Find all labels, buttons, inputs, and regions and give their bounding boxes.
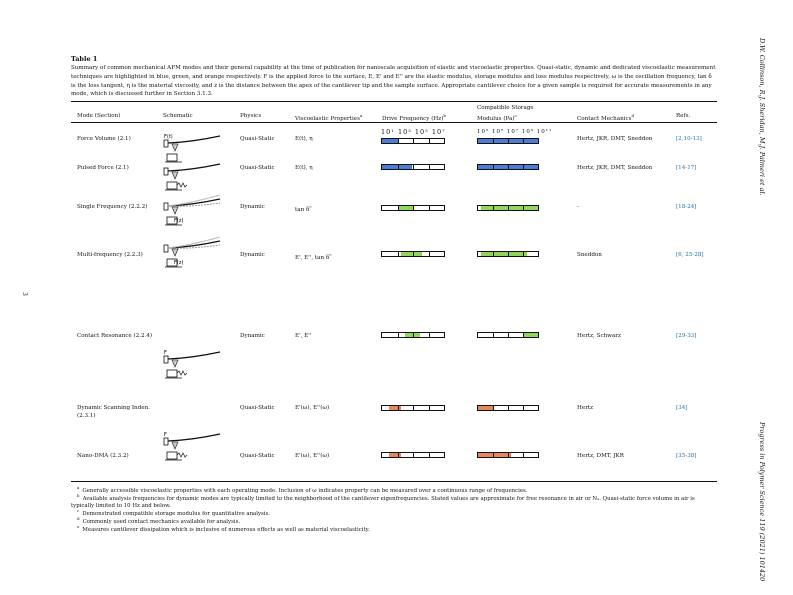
- cantilever-schematic: [162, 160, 224, 194]
- bar-tick: [429, 406, 430, 410]
- bar-tick: [493, 139, 494, 143]
- row-refs[interactable]: [2,10-13]: [676, 136, 702, 142]
- row-mode: Pulsed Force (2.1): [77, 165, 129, 171]
- drive-range-bar: [381, 251, 445, 257]
- footnote-text: Demonstrated compatible storage modulus for quantitative analysis.: [82, 510, 271, 517]
- storage-range-fill: [478, 406, 493, 410]
- storage-range-bar: [477, 138, 539, 144]
- bar-tick: [493, 406, 494, 410]
- storage-range-bar: [477, 164, 539, 170]
- storage-modulus-scale: 10⁵ 10⁵ 10⁷ 10⁹ 10¹¹: [477, 129, 553, 135]
- bar-tick: [413, 333, 414, 337]
- drive-range-bar: [381, 452, 445, 458]
- row-viscoelastic-properties: [295, 452, 329, 460]
- row-contact-mechanics: -: [577, 204, 579, 210]
- bar-tick: [508, 252, 509, 256]
- footnote-text: Available analysis frequencies for dynamic modes are typically limited to the neighborhood of the cantilever eigenfrequencies. Stated values are approximate for free resonance in air or N₂. Quasi-static force volume in air is typically limited to 10 Hz and below.: [71, 495, 695, 509]
- props-text: tan δ: [295, 206, 310, 213]
- header-drive: Drive Frequency $(Hz)^b$: [382, 113, 446, 122]
- bar-tick: [523, 139, 524, 143]
- bar-tick: [508, 206, 509, 210]
- row-physics: Quasi-Static: [240, 136, 275, 142]
- row-refs[interactable]: [18-24]: [676, 204, 697, 210]
- bar-tick: [508, 333, 509, 337]
- row-contact-mechanics: Hertz: [577, 405, 594, 411]
- row-viscoelastic-properties: [295, 251, 332, 262]
- row-viscoelastic-properties: [295, 332, 311, 340]
- bar-tick: [429, 453, 430, 457]
- bar-tick: [493, 206, 494, 210]
- drive-range-fill: [401, 252, 423, 256]
- row-viscoelastic-properties: [295, 135, 313, 143]
- drive-range-bar: [381, 138, 445, 144]
- row-refs[interactable]: [14-17]: [676, 165, 697, 171]
- header-rule: [71, 122, 717, 123]
- row-contact-mechanics: Hertz, JKR, DMT, Sneddon: [577, 136, 653, 142]
- props-text: E', E'': [295, 333, 312, 339]
- cantilever-schematic: [162, 195, 224, 229]
- row-physics: Dynamic: [240, 252, 265, 258]
- bar-tick: [523, 333, 524, 337]
- schematic-force-label: F: [164, 350, 167, 356]
- row-refs[interactable]: [29-33]: [676, 333, 697, 339]
- row-viscoelastic-properties: [295, 404, 329, 412]
- storage-range-fill: [481, 206, 538, 210]
- row-refs[interactable]: [34]: [676, 405, 688, 411]
- props-text: E'(ω), E''(ω): [295, 453, 330, 459]
- running-head-journal: Progress in Polymer Science 119 (2021) 101420: [758, 422, 766, 582]
- props-text: E(t), η: [295, 165, 313, 171]
- footnote-text: Generally accessible viscoelastic properties with each operating mode. Inclusion of ω indicates property can be measured over a continuous range of frequencies.: [82, 487, 528, 494]
- running-head-authors: D.W. Collinson, R.J. Sheridan, M.J. Palmeri et al.: [758, 38, 766, 196]
- props-footnote-mark: e: [329, 252, 332, 257]
- bar-tick: [398, 206, 399, 210]
- props-text: E(t), η: [295, 136, 313, 142]
- drive-range-bar: [381, 405, 445, 411]
- footnote-mark: b: [77, 493, 80, 498]
- bar-tick: [398, 139, 399, 143]
- bar-tick: [523, 206, 524, 210]
- bar-tick: [523, 406, 524, 410]
- footnote-mark: e: [77, 524, 80, 529]
- bar-tick: [508, 165, 509, 169]
- table-top-rule: [71, 101, 717, 102]
- schematic-force-label: F(z): [174, 260, 184, 266]
- bar-tick: [493, 165, 494, 169]
- row-viscoelastic-properties: [295, 164, 313, 172]
- footnote-mark: c: [77, 508, 80, 513]
- row-physics: Dynamic: [240, 333, 265, 339]
- bar-tick: [398, 406, 399, 410]
- props-text: E', E'', tan δ: [295, 254, 330, 261]
- bar-tick: [398, 165, 399, 169]
- bar-tick: [413, 406, 414, 410]
- table-label: Table 1: [71, 55, 98, 63]
- row-mode: Contact Resonance (2.2.4): [77, 333, 153, 339]
- storage-range-fill: [523, 333, 538, 337]
- page-number: 3: [21, 292, 28, 296]
- row-physics: Quasi-Static: [240, 405, 275, 411]
- storage-range-bar: [477, 251, 539, 257]
- bar-tick: [508, 139, 509, 143]
- bar-tick: [508, 406, 509, 410]
- row-refs[interactable]: [6, 25-28]: [676, 252, 704, 258]
- table-caption: Summary of common mechanical AFM modes and their general capability at the time of publication for nanoscale acquisition of elastic and viscoelastic properties. Quasi-static, dynamic and dedicated viscoelastic measurement techniques are highlighted in blue, green, and orange respectively. F is the applied force to the surface, E, E' and E'' are the elastic modulus, storage modulus and loss modulus respectively, ω is the oscillation frequency, tan δ is the loss tangent, η is the material viscosity, and z is the distance between the apex of the cantilever tip and the sample surface. Appropriate cantilever choice for a given sample is required for accurate measurements in any mode, which is discussed further in Section 3.1.3.: [71, 65, 716, 98]
- bar-tick: [493, 252, 494, 256]
- footnote: [71, 523, 717, 534]
- schematic-force-label: F: [164, 432, 167, 438]
- row-contact-mechanics: Hertz, DMT, JKR: [577, 453, 624, 459]
- header-storage: Compatible Storage Modulus $(Pa)^c$: [477, 105, 534, 122]
- row-mode: Dynamic Scanning Inden. (2.3.1): [77, 405, 150, 419]
- props-footnote-mark: e: [309, 204, 312, 209]
- storage-range-bar: [477, 332, 539, 338]
- storage-range-bar: [477, 405, 539, 411]
- bar-tick: [508, 453, 509, 457]
- storage-range-fill: [478, 453, 511, 457]
- bar-tick: [523, 165, 524, 169]
- props-text: E'(ω), E''(ω): [295, 405, 330, 411]
- row-mode: Single Frequency (2.2.2): [77, 204, 148, 210]
- row-contact-mechanics: Sneddon: [577, 252, 602, 258]
- row-mode: Nano-DMA (2.3.2): [77, 453, 129, 459]
- footnote-mark: a: [77, 485, 80, 490]
- row-refs[interactable]: [35-38]: [676, 453, 697, 459]
- bar-tick: [413, 453, 414, 457]
- drive-frequency-scale: 10¹ 10³ 10⁵ 10⁷: [381, 128, 446, 136]
- header-refs: Refs.: [676, 113, 691, 119]
- row-physics: Quasi-Static: [240, 453, 275, 459]
- row-contact-mechanics: Hertz, Schwarz: [577, 333, 621, 339]
- bar-tick: [429, 206, 430, 210]
- storage-range-bar: [477, 205, 539, 211]
- drive-range-bar: [381, 332, 445, 338]
- drive-range-fill: [398, 206, 415, 210]
- row-physics: Quasi-Static: [240, 165, 275, 171]
- bar-tick: [413, 139, 414, 143]
- row-mode: Multi-frequency (2.2.3): [77, 252, 143, 258]
- row-physics: Dynamic: [240, 204, 265, 210]
- storage-range-fill: [481, 252, 527, 256]
- header-contact: Contact Mechanics$^d$: [577, 113, 635, 122]
- schematic-force-label: F(z): [174, 218, 184, 224]
- cantilever-schematic: [162, 237, 224, 271]
- schematic-force-label: F(t): [164, 134, 173, 140]
- cantilever-schematic: [162, 430, 224, 464]
- bar-tick: [523, 453, 524, 457]
- drive-range-fill: [389, 406, 400, 410]
- row-contact-mechanics: Hertz, JKR, DMT, Sneddon: [577, 165, 653, 171]
- header-mode: Mode (Section): [77, 113, 121, 119]
- bar-tick: [493, 453, 494, 457]
- header-schematic: Schematic: [163, 113, 193, 119]
- bar-tick: [429, 252, 430, 256]
- drive-range-bar: [381, 164, 445, 170]
- footnote-text: Commonly used contact mechanics available for analysis.: [82, 518, 241, 525]
- bar-tick: [398, 453, 399, 457]
- row-viscoelastic-properties: [295, 203, 312, 214]
- row-mode: Force Volume (2.1): [77, 136, 131, 142]
- drive-range-fill: [382, 139, 398, 143]
- footnote-mark: d: [77, 516, 80, 521]
- bar-tick: [429, 165, 430, 169]
- bar-tick: [398, 252, 399, 256]
- table-bottom-rule: [71, 481, 717, 482]
- footnote-text: Measures cantilever dissipation which is inclusive of numerous effects as well as material viscoelasticity.: [82, 526, 370, 533]
- bar-tick: [413, 206, 414, 210]
- bar-tick: [413, 165, 414, 169]
- bar-tick: [429, 139, 430, 143]
- bar-tick: [523, 252, 524, 256]
- drive-range-fill: [389, 453, 400, 457]
- cantilever-schematic: [162, 348, 224, 382]
- storage-range-bar: [477, 452, 539, 458]
- bar-tick: [493, 333, 494, 337]
- bar-tick: [413, 252, 414, 256]
- bar-tick: [429, 333, 430, 337]
- drive-range-bar: [381, 205, 445, 211]
- header-physics: Physics: [240, 113, 262, 119]
- bar-tick: [398, 333, 399, 337]
- header-viscoelastic: Viscoelastic Properties$^a$: [295, 113, 363, 122]
